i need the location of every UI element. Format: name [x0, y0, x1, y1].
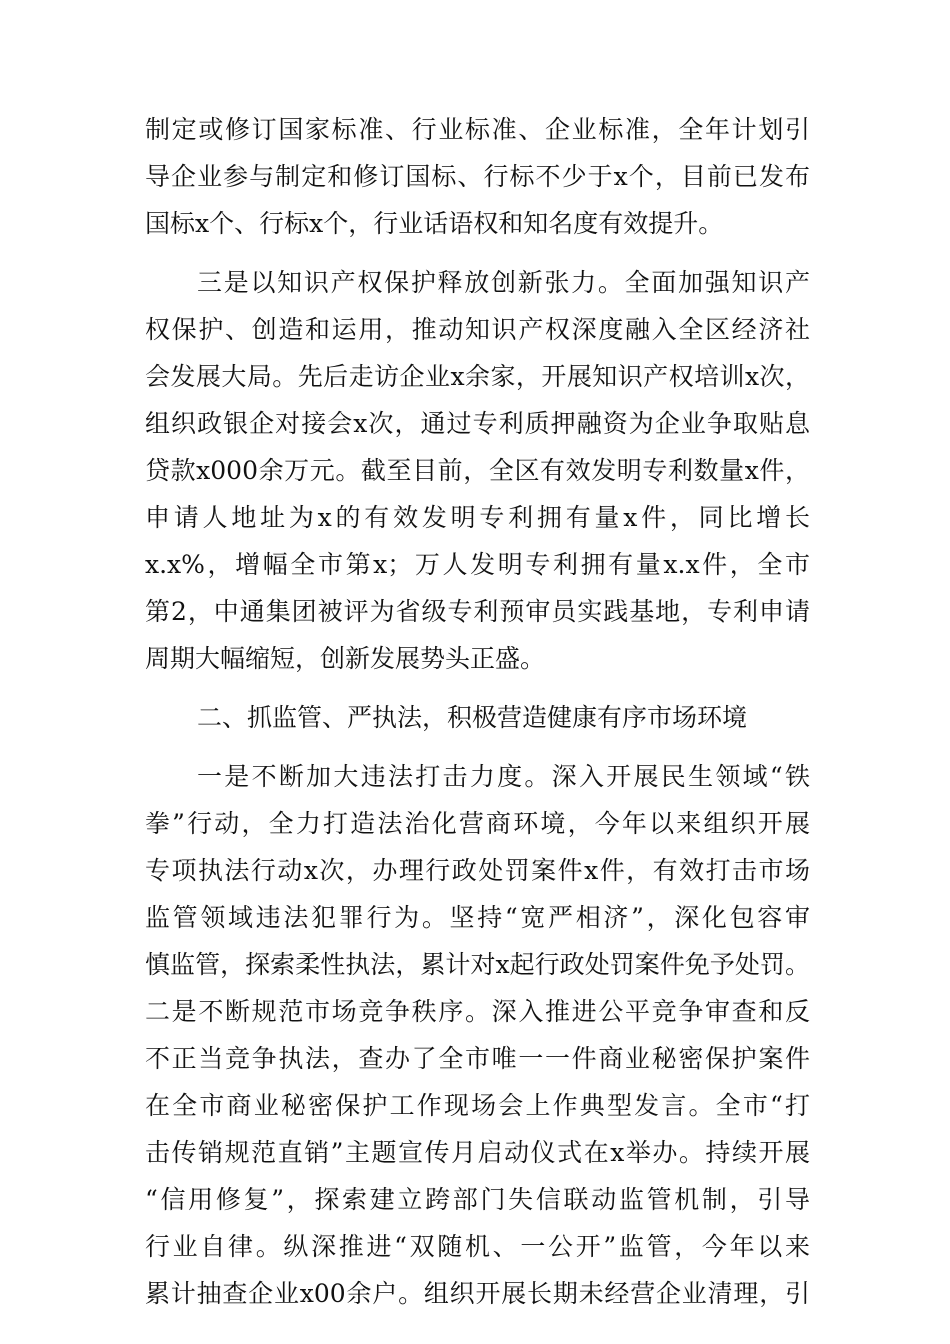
text-line: 累计抽查企业x00余户。组织开展长期未经营企业清理，引	[145, 1279, 810, 1308]
text-line: 三是以知识产权保护释放创新张力。全面加强知识产	[197, 268, 810, 297]
section-heading	[145, 694, 810, 741]
text-line: “信用修复”，探索建立跨部门失信联动监管机制，引导	[145, 1185, 810, 1214]
text-line: 第2，中通集团被评为省级专利预审员实践基地，专利申请	[145, 597, 810, 626]
text-line: x.x%，增幅全市第x；万人发明专利拥有量x.x件，全市	[145, 550, 810, 579]
paragraph	[145, 259, 810, 682]
text-line: 慎监管，探索柔性执法，累计对x起行政处罚案件免予处罚。	[145, 950, 810, 979]
paragraph	[145, 753, 810, 1317]
text-line: 专项执法行动x次，办理行政处罚案件x件，有效打击市场	[145, 856, 810, 885]
text-line: 在全市商业秘密保护工作现场会上作典型发言。全市“打	[145, 1091, 810, 1120]
document-body	[145, 106, 810, 1317]
text-line: 组织政银企对接会x次，通过专利质押融资为企业争取贴息	[145, 409, 810, 438]
text-line: 拳”行动，全力打造法治化营商环境，今年以来组织开展	[145, 809, 810, 838]
text-line: 二是不断规范市场竞争秩序。深入推进公平竞争审查和反	[145, 997, 810, 1026]
text-line: 行业自律。纵深推进“双随机、一公开”监管，今年以来	[145, 1232, 810, 1261]
text-line: 权保护、创造和运用，推动知识产权深度融入全区经济社	[145, 315, 810, 344]
text-line: 申请人地址为x的有效发明专利拥有量x件，同比增长	[145, 503, 810, 532]
text-line: 击传销规范直销”主题宣传月启动仪式在x举办。持续开展	[145, 1138, 810, 1167]
text-line: 不正当竞争执法，查办了全市唯一一件商业秘密保护案件	[145, 1044, 810, 1073]
paragraph	[145, 106, 810, 247]
text-line: 国标x个、行标x个，行业话语权和知名度有效提升。	[145, 209, 724, 238]
text-line: 制定或修订国家标准、行业标准、企业标准，全年计划引	[145, 115, 810, 144]
text-line: 导企业参与制定和修订国标、行标不少于x个，目前已发布	[145, 162, 810, 191]
text-line: 贷款x000余万元。截至目前，全区有效发明专利数量x件，	[145, 456, 810, 485]
text-line: 监管领域违法犯罪行为。坚持“宽严相济”，深化包容审	[145, 903, 810, 932]
text-line: 周期大幅缩短，创新发展势头正盛。	[145, 644, 546, 673]
heading-line: 二、抓监管、严执法，积极营造健康有序市场环境	[197, 703, 748, 732]
text-line: 会发展大局。先后走访企业x余家，开展知识产权培训x次，	[145, 362, 810, 391]
text-line: 一是不断加大违法打击力度。深入开展民生领域“铁	[197, 762, 810, 791]
